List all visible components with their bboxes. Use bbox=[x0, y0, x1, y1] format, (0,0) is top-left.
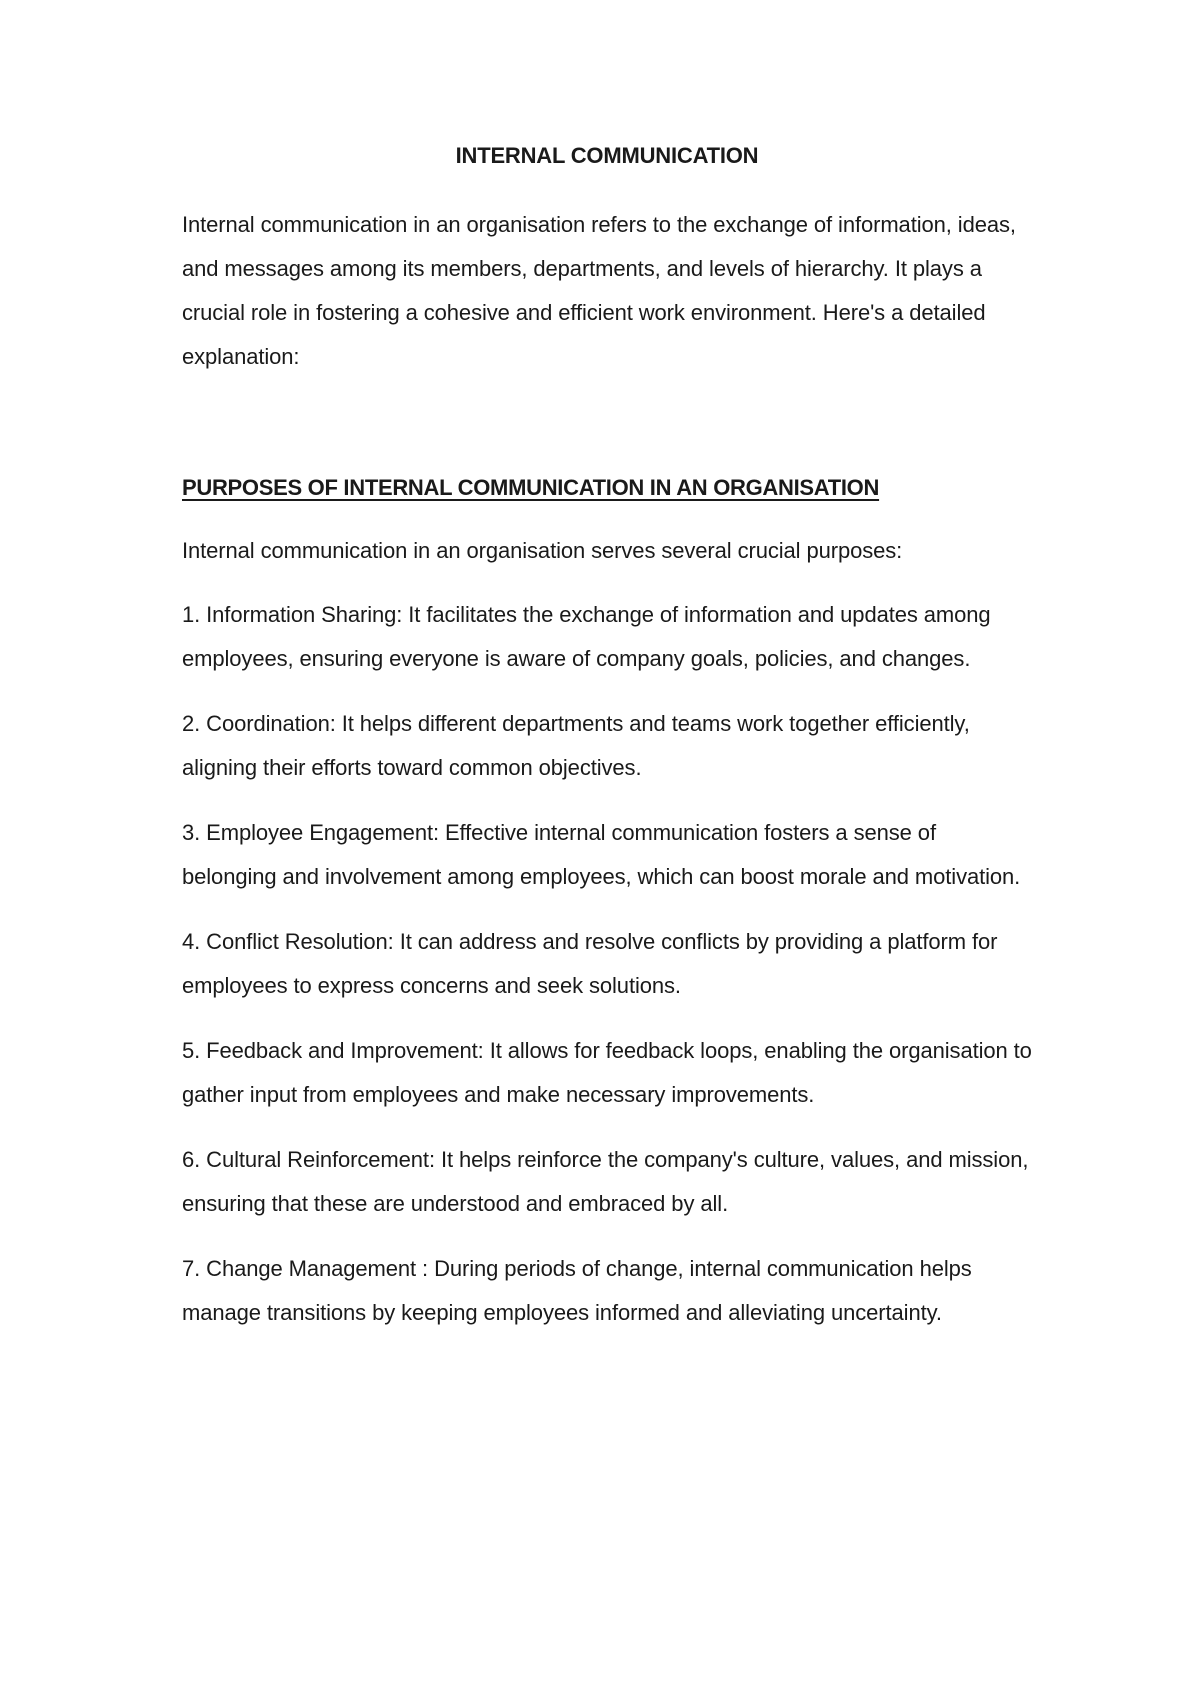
document-body bbox=[182, 142, 1032, 1335]
section-heading: PURPOSES OF INTERNAL COMMUNICATION IN AN ORGANISATION bbox=[182, 475, 880, 500]
list-item: 1. Information Sharing: It facilitates the exchange of information and updates among employees, ensuring everyone is aware of company goals, policies, and changes. bbox=[182, 602, 991, 671]
document-title: INTERNAL COMMUNICATION bbox=[455, 143, 759, 168]
intro-paragraph: Internal communication in an organisation refers to the exchange of information, ideas, and messages among its members, departments, and levels of hierarchy. It plays a crucial role in fostering a cohesive and efficient work environment. Here's a detailed explanation: bbox=[182, 212, 1016, 369]
list-item: 5. Feedback and Improvement: It allows for feedback loops, enabling the organisation to gather input from employees and make necessary improvements. bbox=[182, 1038, 1032, 1107]
list-item: 4. Conflict Resolution: It can address and resolve conflicts by providing a platform for employees to express concerns and seek solutions. bbox=[182, 929, 998, 998]
purposes-list bbox=[182, 593, 1032, 1335]
list-item: 7. Change Management : During periods of change, internal communication helps manage transitions by keeping employees informed and alleviating uncertainty. bbox=[182, 1256, 972, 1325]
list-item: 6. Cultural Reinforcement: It helps reinforce the company's culture, values, and mission, ensuring that these are understood and embraced by all. bbox=[182, 1147, 1029, 1216]
list-item: 3. Employee Engagement: Effective internal communication fosters a sense of belonging and involvement among employees, which can boost morale and motivation. bbox=[182, 820, 1021, 889]
section-lead-paragraph: Internal communication in an organisation serves several crucial purposes: bbox=[182, 538, 903, 563]
list-item: 2. Coordination: It helps different departments and teams work together efficiently, aligning their efforts toward common objectives. bbox=[182, 711, 970, 780]
